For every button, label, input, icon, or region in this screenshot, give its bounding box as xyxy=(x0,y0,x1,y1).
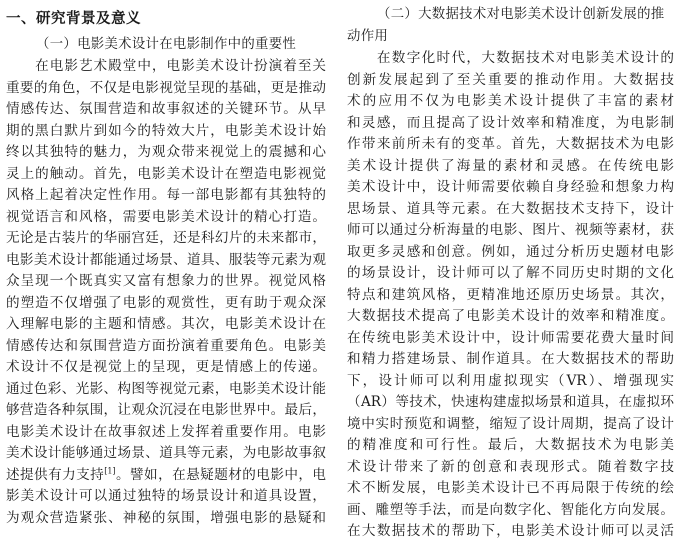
text-line: 取更多灵感和创意。例如，通过分析历史题材电影 xyxy=(347,243,674,260)
text-line: 的场景设计，设计师可以了解不同历史时期的文化 xyxy=(347,265,674,281)
text-line: 和灵感，而且提高了设计效率和精准度，为电影制 xyxy=(347,114,674,131)
text-line: 电影美术设计在故事叙述上发挥着重要作用。电影 xyxy=(6,423,326,440)
right-column xyxy=(347,0,674,543)
text-line: 作带来前所未有的变革。首先，大数据技术为电影 xyxy=(347,136,674,152)
text-line: 重要的角色，不仅是电影视觉呈现的基础，更是推动 xyxy=(6,79,326,96)
text-line: 美术设计提供了海量的素材和灵感。在传统电影 xyxy=(347,157,674,174)
citation-marker: [1] xyxy=(104,465,116,475)
text-line: 电影美术设计都能通过场景、道具、服装等元素为观 xyxy=(6,251,326,268)
text-line: 无论是古装片的华丽宫廷，还是科幻片的未来都市， xyxy=(6,230,326,246)
text-line: 期的黑白默片到如今的特效大片，电影美术设计始 xyxy=(6,122,326,139)
text-line: 术设计不仅是视觉上的呈现，更是情感上的传递。 xyxy=(6,359,326,375)
text-line: 视觉语言和风格，需要电影美术设计的精心打造。 xyxy=(6,208,326,225)
text-line: 特点和建筑风格，更精准地还原历史场景。其次， xyxy=(347,286,674,303)
text-line: 通过色彩、光影、构图等视觉元素，电影美术设计能 xyxy=(6,380,326,397)
text-line: 灵上的触动。首先，电影美术设计在塑造电影视觉 xyxy=(6,165,326,182)
text-line: 众呈现一个既真实又富有想象力的世界。视觉风格 xyxy=(6,273,326,289)
text-line: 在大数据技术的帮助下，电影美术设计师可以灵活 xyxy=(347,523,674,539)
right-body-text xyxy=(347,48,674,543)
text-line: 境中实时预览和调整，缩短了设计周期，提高了设计 xyxy=(347,415,674,432)
text-line: 思场景、道具等元素。在大数据技术支持下，设计 xyxy=(347,200,674,217)
text-line: 创新发展起到了至关重要的推动作用。大数据技 xyxy=(347,71,674,88)
text-line: 为观众营造紧张、神秘的氛围，增强电影的悬疑和 xyxy=(6,509,326,526)
subsection-title-1: （一）电影美术设计在电影制作中的重要性 xyxy=(36,37,297,52)
text-line: 在传统电影美术设计中，设计师需要花费大量时间 xyxy=(347,329,674,346)
text-line: 术不断发展，电影美术设计已不再局限于传统的绘 xyxy=(347,480,674,496)
left-column xyxy=(6,0,326,529)
text-line: 和精力搭建场景、制作道具。在大数据技术的帮助 xyxy=(347,351,674,367)
text-line: 情感传达和氛围营造方面扮演着重要角色。电影美 xyxy=(6,337,326,354)
text-line: 情感传达、氛围营造和故事叙述的关键环节。从早 xyxy=(6,101,326,117)
text-line: 下，设计师可以利用虚拟现实（VR）、增强现实 xyxy=(347,372,674,389)
text-line: （AR）等技术，快速构建虚拟场景和道具，在虚拟环 xyxy=(347,394,674,410)
text-line: 美术设计中，设计师需要依赖自身经验和想象力构 xyxy=(347,179,674,195)
text-line: 术的应用不仅为电影美术设计提供了丰富的素材 xyxy=(347,93,674,109)
text-line: 美术设计能够通过场景、道具等元素，为电影故事叙 xyxy=(6,445,326,461)
text-line: 在电影艺术殿堂中，电影美术设计扮演着至关 xyxy=(6,58,326,74)
text-line: 的精准度和可行性。最后，大数据技术为电影美 xyxy=(347,437,674,453)
text-line: 大数据技术提高了电影美术设计的效率和精准度。 xyxy=(347,308,674,324)
text-line: 风格上起着决定性作用。每一部电影都有其独特的 xyxy=(6,187,326,203)
subsection-title-2: （二）大数据技术对电影美术设计创新发展的推 xyxy=(377,7,665,22)
text-line: 终以其独特的魅力，为观众带来视觉上的震撼和心 xyxy=(6,144,326,160)
text-line: 术设计带来了新的创意和表现形式。随着数字技 xyxy=(347,458,674,475)
left-body-text xyxy=(6,56,326,529)
text-line: 画、雕塑等手法，而是向数字化、智能化方向发展。 xyxy=(347,501,674,518)
text-line: 够营造各种氛围，让观众沉浸在电影世界中。最后， xyxy=(6,402,326,418)
text-line: 入理解电影的主题和情感。其次，电影美术设计在 xyxy=(6,316,326,332)
section-title: 一、研究背景及意义 xyxy=(6,11,141,27)
text-line: 的塑造不仅增强了电影的观赏性，更有助于观众深 xyxy=(6,294,326,311)
text-line: 师可以通过分析海量的电影、图片、视频等素材，获 xyxy=(347,222,674,238)
text-line: 影美术设计可以通过独特的场景设计和道具设置， xyxy=(6,488,326,504)
text-line: 在数字化时代，大数据技术对电影美术设计的 xyxy=(347,50,674,66)
subsection-title-2-cont: 动作用 xyxy=(347,29,389,44)
text-line: 述提供有力支持[1]。譬如，在悬疑题材的电影中，电 xyxy=(6,465,326,483)
